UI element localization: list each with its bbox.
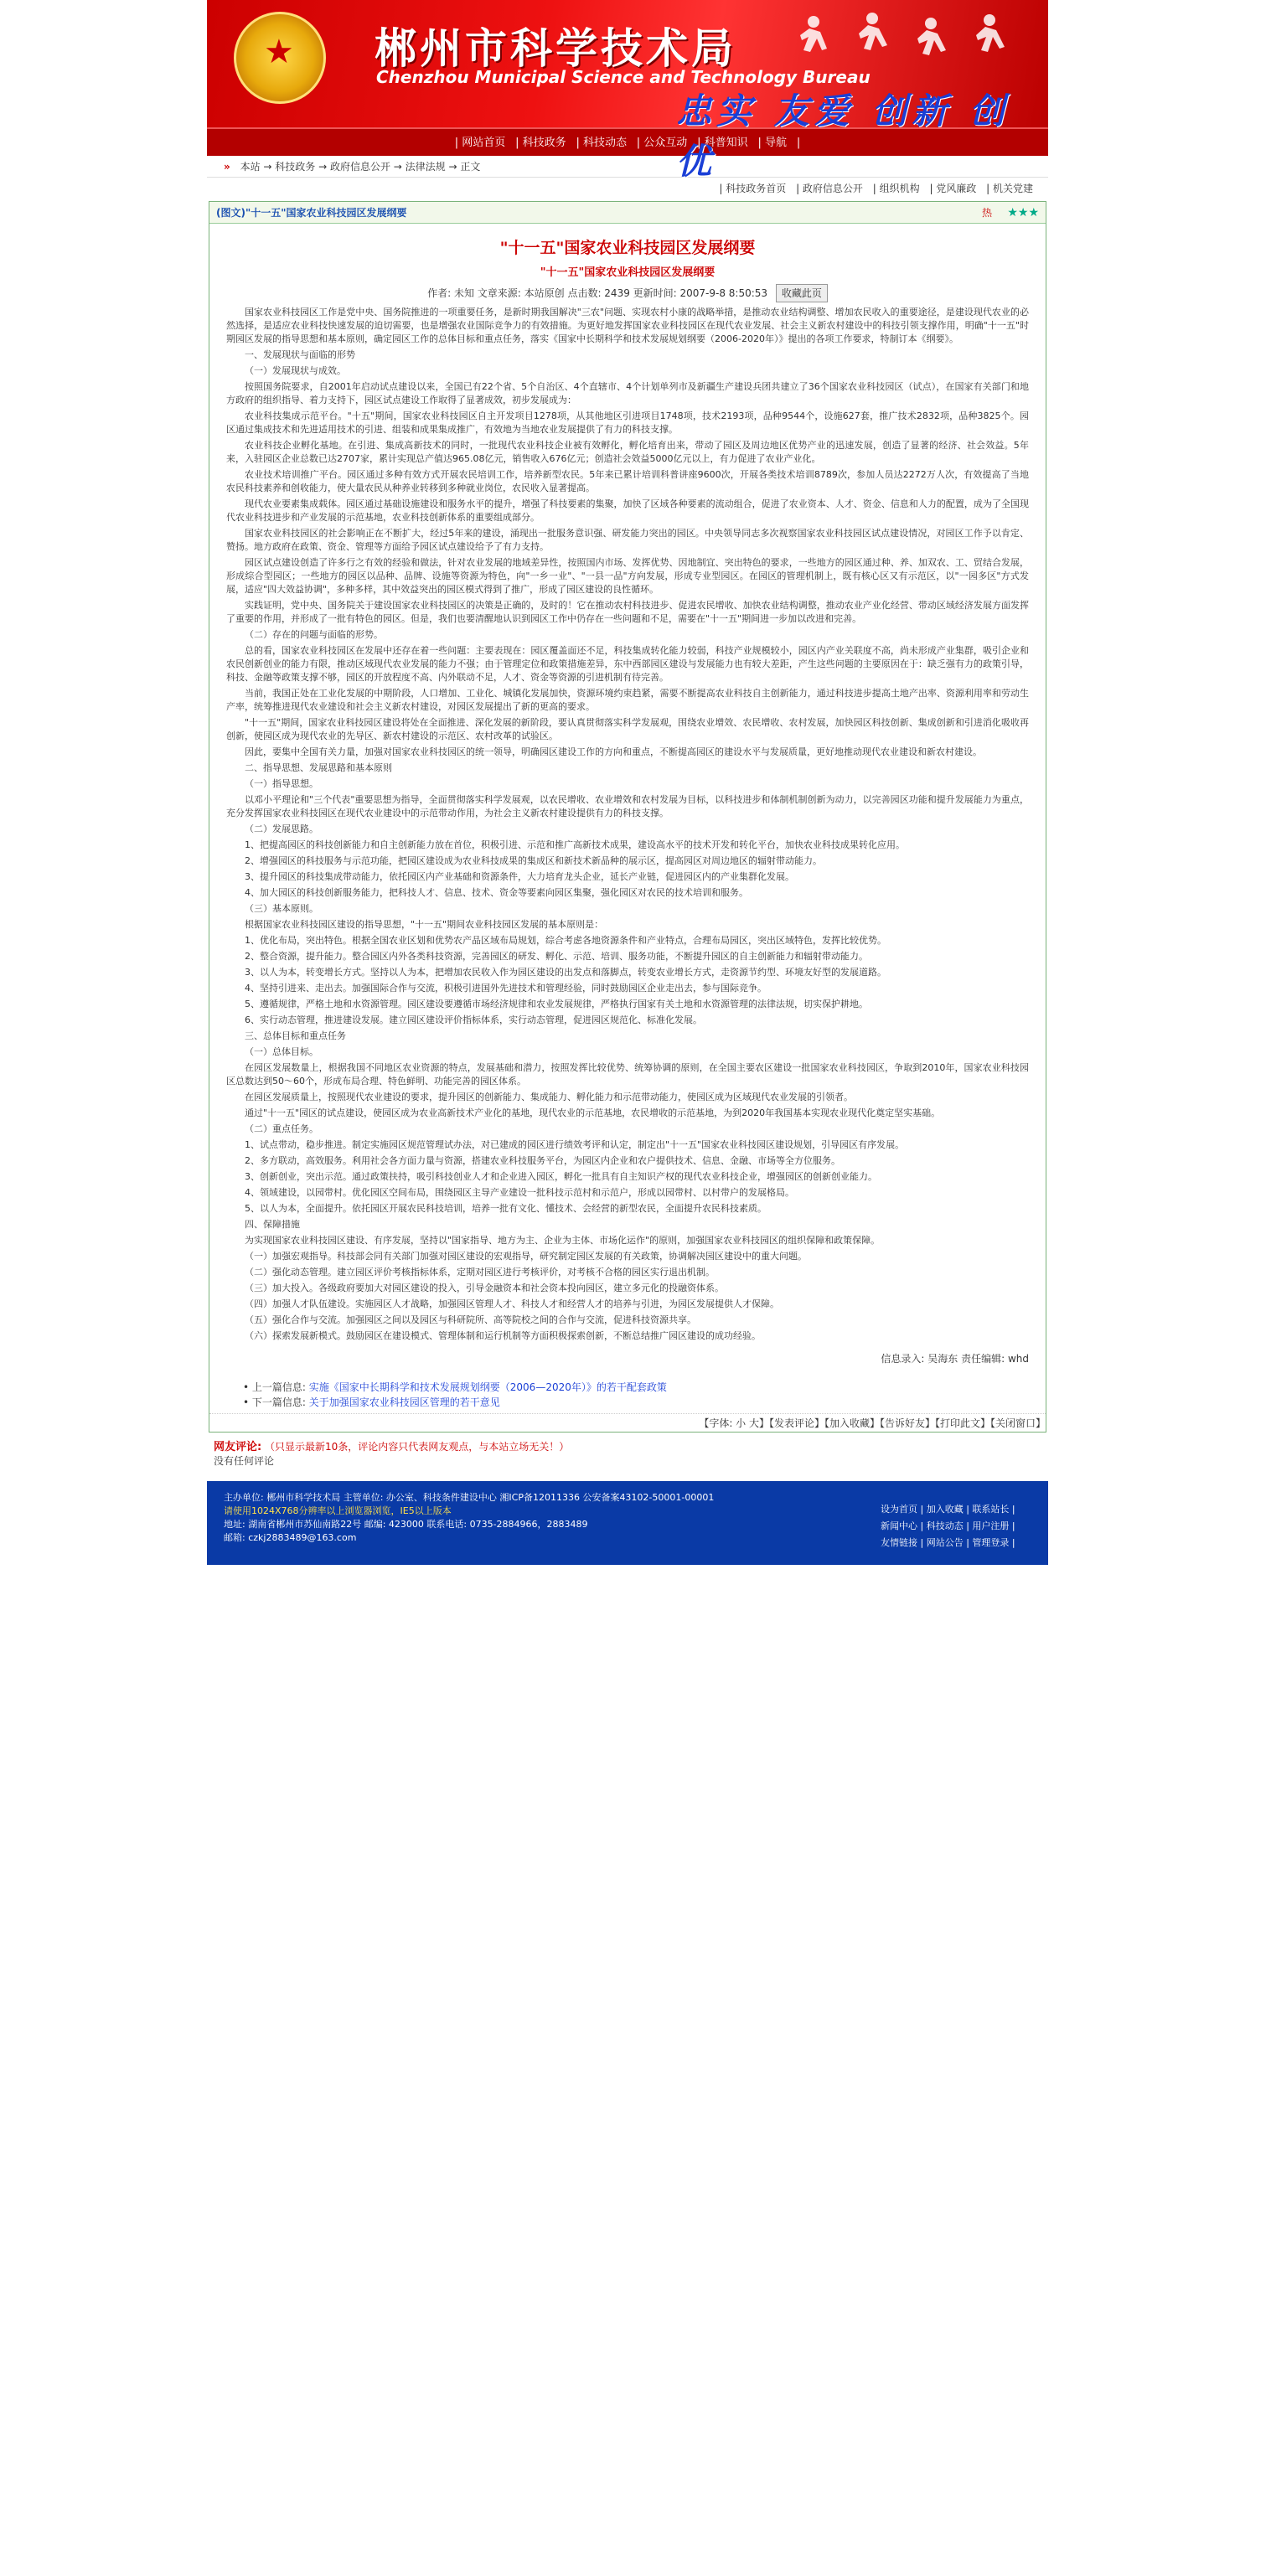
article-paragraph: "十一五"期间，国家农业科技园区建设将处在全面推进、深化发展的新阶段，要认真贯彻落实科学发展观，围绕农业增效、农民增收、农村发展，加快园区科技创新、集成创新和引进消化吸收再创新，使园区成为现代农业的先导区、新农村建设的示范区、农村改革的试验区。 <box>226 717 1029 741</box>
next-label: 下一篇信息: <box>251 1396 306 1408</box>
motto: 忠实 友爱 创新 创优 <box>676 90 1010 182</box>
article-meta-text: 作者: 未知 文章来源: 本站原创 点击数: 2439 更新时间: 2007-9-8 8:50:53 <box>427 287 768 299</box>
article-tools[interactable]: 【字体: 小 大】【发表评论】【加入收藏】【告诉好友】【打印此文】【关闭窗口】 <box>209 1413 1046 1432</box>
panel-header <box>209 202 1046 224</box>
hot-badge: 热 <box>981 207 992 219</box>
footer-links <box>881 1501 1023 1551</box>
comment-label: 网友评论: <box>214 1441 262 1453</box>
article-paragraph: 3、创新创业，突出示范。通过政策扶持，吸引科技创业人才和企业进入园区，孵化一批具有自主知识产权的现代农业科技企业，增强园区的创新创业能力。 <box>245 1171 877 1182</box>
comment-note: （只显示最新10条，评论内容只代表网友观点，与本站立场无关！） <box>265 1441 570 1453</box>
article-paragraph: 在园区发展质量上，按照现代农业建设的要求，提升园区的创新能力、集成能力、孵化能力和示范带动能力，使园区成为区域现代农业发展的引领者。 <box>245 1092 853 1102</box>
subnav-affairs-home[interactable]: | 科技政务首页 <box>719 183 787 194</box>
article-paragraph: 二、指导思想、发展思路和基本原则 <box>245 762 392 773</box>
article-paragraph: 4、加大园区的科技创新服务能力，把科技人才、信息、技术、资金等要素向园区集聚，强化园区对农民的技术培训和服务。 <box>245 887 748 898</box>
article-paragraph: 农业技术培训推广平台。园区通过多种有效方式开展农民培训工作，培养新型农民。5年来已累计培训科普讲座9600次，开展各类技术培训8789次，参加人员达2272万人次，有效提高了当地农民科技素养和创收能力，使大量农民从种养业转移到多种就业岗位，农民收入显著提高。 <box>226 469 1029 493</box>
article-paragraph: 按照国务院要求，自2001年启动试点建设以来，全国已有22个省、5个自治区、4个直辖市、4个计划单列市及新疆生产建设兵团共建立了36个国家农业科技园区（试点），在国家有关部门和地方政府的组织指导、着力支持下，园区试点建设工作取得了显著成效，初步发展成为： <box>226 381 1029 405</box>
article-paragraph: 现代农业要素集成载体。园区通过基础设施建设和服务水平的提升，增强了科技要素的集聚，加快了区域各种要素的流动组合，促进了农业资本、人才、资金、信息和人力的配置，成为了全国现代农业科技进步和产业发展的示范基地，农业科技创新体系的重要组成部分。 <box>226 498 1029 523</box>
prev-label: 上一篇信息: <box>251 1381 306 1393</box>
footer-links-row[interactable]: 友情链接 | 网站公告 | 管理登录 | <box>881 1537 1015 1548</box>
article-paragraph: 4、坚持引进来、走出去。加强国际合作与交流，积极引进国外先进技术和管理经验，同时鼓励园区企业走出去，参与国际竞争。 <box>245 983 767 994</box>
menu-item-navigation[interactable]: | 导航 <box>757 137 787 149</box>
footer-links-row[interactable]: 新闻中心 | 科技动态 | 用户注册 | <box>881 1520 1015 1531</box>
bookmark-button[interactable]: 收藏此页 <box>776 284 828 302</box>
article-paragraph: （六）探索发展新模式。鼓励园区在建设模式、管理体制和运行机制等方面积极探索创新，不断总结推广园区建设的成功经验。 <box>245 1330 761 1341</box>
article-paragraph: （五）强化合作与交流。加强园区之间以及园区与科研院所、高等院校之间的合作与交流，促进科技资源共享。 <box>245 1314 696 1325</box>
rating-stars-icon: ★★★ <box>1007 206 1039 219</box>
article-paragraph: 通过"十一五"园区的试点建设，使园区成为农业高新技术产业化的基地，现代农业的示范基地，农民增收的示范基地，为到2020年我国基本实现农业现代化奠定坚实基础。 <box>245 1107 941 1118</box>
article-paragraph: 一、发展现状与面临的形势 <box>245 349 355 360</box>
article-paragraph: 实践证明，党中央、国务院关于建设国家农业科技园区的决策是正确的，及时的！它在推动农村科技进步、促进农民增收、加快农业结构调整，推动农业产业化经营、带动区域经济发展方面发挥了重要的作用，并形成了一批有特色的园区。但是，我们也要清醒地认识到园区工作中仍存在一些问题和不足，需要在"十一五"期间进一步加以改进和完善。 <box>226 600 1029 624</box>
article-paragraph: （四）加强人才队伍建设。实施园区人才战略，加强园区管理人才、科技人才和经营人才的培养与引进，为园区发展提供人才保障。 <box>245 1298 779 1309</box>
double-arrow-icon: » <box>224 161 230 173</box>
menu-item-knowledge[interactable]: | 科普知识 <box>697 137 748 149</box>
article-paragraph: 2、整合资源，提升能力。整合园区内外各类科技资源，完善园区的研发、孵化、示范、培训、服务功能，不断提升园区的自主创新能力和辐射带动能力。 <box>245 951 868 962</box>
article-title: "十一五"国家农业科技园区发展纲要 <box>499 239 756 257</box>
article-paragraph: 国家农业科技园区工作是党中央、国务院推进的一项重要任务，是新时期我国解决"三农"问题、实现农村小康的战略举措，是推动农业结构调整、增加农民收入的重要途径，是建设现代农业的必然选择，是适应农业科技快速发展的迫切需要，也是增强农业国际竞争力的有效措施。为更好地发挥国家农业科技园区在现代农业发展、社会主义新农村建设中的科技引领支撑作用，明确"十一五"时期园区发展的指导思想和基本原则，确定园区工作的总体目标和重点任务，落实《国家中长期科学和技术发展规划纲要（2006-2020年）》提出的各项工作要求，特制订本《纲要》。 <box>226 307 1029 344</box>
article-paragraph: 在园区发展数量上，根据我国不同地区农业资源的特点，发展基础和潜力，按照发挥比较优势、统筹协调的原则，在全国主要农区建设一批国家农业科技园区，争取到2010年，国家农业科技园区总数达到50～60个，形成布局合理、特色鲜明、功能完善的园区体系。 <box>226 1062 1029 1087</box>
comment-section <box>207 1433 1048 1473</box>
article-subtitle: "十一五"国家农业科技园区发展纲要 <box>540 266 716 279</box>
article-paragraph: 根据国家农业科技园区建设的指导思想，"十一五"期间农业科技园区发展的基本原则是： <box>245 919 604 930</box>
menu-separator: | <box>796 137 801 149</box>
menu-item-news[interactable]: | 科技动态 <box>576 137 627 149</box>
article-paragraph: 因此，要集中全国有关力量，加强对国家农业科技园区的统一领导，明确园区建设工作的方向和重点，不断提高园区的建设水平与发展质量，更好地推动现代农业建设和新农村建设。 <box>245 746 982 757</box>
panel-title: (图文)"十一五"国家农业科技园区发展纲要 <box>216 207 407 219</box>
article-paragraph: 园区试点建设创造了许多行之有效的经验和做法，针对农业发展的地域差异性，按照国内市场、发挥优势、因地制宜、突出特色的要求，一些地方的园区通过种、养、加双农、工、贸结合发展，形成综合型园区；一些地方的园区以品种、品牌、设施等资源为特色，向"一乡一业"、"一县一品"方向发展，形成专业型园区。在园区的管理机制上，既有核心区又有示范区，以"一园多区"方式发展，适应"四大效益协调"，多种多样，其中效益突出的园区模式得到了推广，形成了园区建设的良性循环。 <box>226 557 1029 595</box>
subnav-organization[interactable]: | 组织机构 <box>872 183 920 194</box>
article-sign: 信息录入: 吴海东 责任编辑: whd <box>881 1353 1029 1365</box>
comment-empty: 没有任何评论 <box>214 1455 275 1467</box>
article-paragraph: 1、试点带动，稳步推进。制定实施园区规范管理试办法，对已建成的园区进行绩效考评和认定，制定出"十一五"国家农业科技园区建设规划，引导园区有序发展。 <box>245 1139 905 1150</box>
article-paragraph: 2、增强园区的科技服务与示范功能，把园区建设成为农业科技成果的集成区和新技术新品种的展示区，提高园区对周边地区的辐射带动能力。 <box>245 855 822 866</box>
next-article: • 下一篇信息: 关于加强国家农业科技园区管理的若干意见 <box>243 1396 500 1408</box>
article-paragraph: 5、以人为本，全面提升。依托园区开展农民科技培训，培养一批有文化、懂技术、会经营的新型农民，全面提升农民科技素质。 <box>245 1203 767 1214</box>
article-paragraph: （一）发展现状与成效。 <box>245 365 346 376</box>
article-paragraph: 以邓小平理论和"三个代表"重要思想为指导，全面贯彻落实科学发展观，以农民增收、农业增效和农村发展为目标，以科技进步和体制机制创新为动力，以完善园区功能和提升发展能力为重点，充分发挥国家农业科技园区在现代农业建设中的示范带动作用，为社会主义新农村建设提供有力的科技支撑。 <box>226 794 1029 818</box>
article-paragraph: 总的看，国家农业科技园区在发展中还存在着一些问题：主要表现在：园区覆盖面还不足，科技集成转化能力较弱，科技产业规模较小，园区内产业关联度不高，尚未形成产业集群，吸引企业和农民创新创业的能力有限，推动区域现代农业发展的能力不强；由于管理定位和政策措施差异，东中西部园区建设与发展能力也有较大差距，产生这些问题的主要原因在于：缺乏强有力的政策引导，科技、金融等政策支撑不够，园区的开放程度不高、内外联动不足，人才、资金等资源的引进机制有待完善。 <box>226 645 1029 683</box>
runners-silhouette-icon <box>780 7 1031 74</box>
article-paragraph: （三）基本原则。 <box>245 903 318 914</box>
breadcrumb-text[interactable]: 本站 → 科技政务 → 政府信息公开 → 法律法规 → 正文 <box>240 161 481 173</box>
footer-line-4: 邮箱: czkj2883489@163.com <box>224 1532 357 1543</box>
article-paragraph: 5、遵循规律，严格土地和水资源管理。园区建设要遵循市场经济规律和农业发展规律，严格执行国家有关土地和水资源管理的法律法规，切实保护耕地。 <box>245 999 868 1009</box>
subnav-integrity[interactable]: | 党风廉政 <box>929 183 977 194</box>
article-paragraph: 四、保障措施 <box>245 1219 300 1230</box>
article-paragraph: 4、领域建设，以园带村。优化园区空间布局，围绕园区主导产业建设一批科技示范村和示范户，形成以园带村、以村带户的发展格局。 <box>245 1187 794 1198</box>
prev-article: • 上一篇信息: 实施《国家中长期科学和技术发展规划纲要（2006—2020年）》的若干配套政策 <box>243 1381 667 1393</box>
menu-item-affairs[interactable]: | 科技政务 <box>515 137 566 149</box>
footer-line-2: 请使用1024X768分辨率以上浏览器浏览，IE5以上版本 <box>224 1505 452 1516</box>
article-paragraph: 国家农业科技园区的社会影响正在不断扩大，经过5年来的建设，涌现出一批服务意识强、研发能力突出的园区。中央领导同志多次视察国家农业科技园区试点建设情况，对园区工作予以肯定、赞扬。地方政府在政策、资金、管理等方面给予园区试点建设给予了有力支持。 <box>226 528 1029 552</box>
article-paragraph: （一）指导思想。 <box>245 778 318 789</box>
article <box>209 224 1046 1376</box>
site-title-cn: 郴州市科学技术局 <box>375 24 736 73</box>
article-paragraph: 6、实行动态管理，推进建设发展。建立园区建设评价指标体系，实行动态管理，促进园区规范化、标准化发展。 <box>245 1014 702 1025</box>
subnav-info-public[interactable]: | 政府信息公开 <box>796 183 863 194</box>
footer-links-row[interactable]: 设为首页 | 加入收藏 | 联系站长 | <box>881 1504 1015 1515</box>
article-meta <box>226 284 1029 301</box>
menu-item-home[interactable]: | 网站首页 <box>454 137 506 149</box>
subnav-party[interactable]: | 机关党建 <box>986 183 1033 194</box>
article-paragraph: 农业科技企业孵化基地。在引进、集成高新技术的同时，一批现代农业科技企业被有效孵化，孵化培育出来，带动了园区及周边地区优势产业的迅速发展，创造了显著的经济、社会效益。5年来，入驻园区企业总数已达2707家，累计实现总产值达965.08亿元，销售收入676亿元；创造社会效益5000亿元以上，有力促进了农业产业化。 <box>226 440 1029 464</box>
article-paragraph: （三）加大投入。各级政府要加大对园区建设的投入，引导金融资本和社会资本投向园区，建立多元化的投融资体系。 <box>245 1283 724 1293</box>
article-paragraph: （一）加强宏观指导。科技部会同有关部门加强对园区建设的宏观指导，研究制定园区发展的有关政策，协调解决园区建设中的重大问题。 <box>245 1251 807 1262</box>
page-wrapper <box>207 0 1048 1565</box>
article-paragraph: （二）重点任务。 <box>245 1123 318 1134</box>
next-article-link[interactable]: 关于加强国家农业科技园区管理的若干意见 <box>308 1396 500 1408</box>
article-paragraph: 2、多方联动，高效服务。利用社会各方面力量与资源，搭建农业科技服务平台，为园区内企业和农户提供技术、信息、金融、市场等全方位服务。 <box>245 1155 840 1166</box>
article-paragraph: 当前，我国正处在工业化发展的中期阶段，人口增加、工业化、城镇化发展加快，资源环境约束趋紧，需要不断提高农业科技自主创新能力，通过科技进步提高土地产出率、资源利用率和劳动生产率，统筹推进现代农业建设和社会主义新农村建设，对园区发展提出了新的更高的要求。 <box>226 688 1029 712</box>
site-title-en: Chenzhou Municipal Science and Technology Bureau <box>376 67 871 87</box>
article-body <box>226 306 1029 1343</box>
article-nav <box>209 1376 1046 1413</box>
article-paragraph: 为实现国家农业科技园区建设、有序发展，坚持以"国家指导、地方为主、企业为主体、市场化运作"的原则，加强国家农业科技园区的组织保障和政策保障。 <box>245 1235 881 1246</box>
article-paragraph: 3、以人为本，转变增长方式。坚持以人为本，把增加农民收入作为园区建设的出发点和落脚点，转变农业增长方式，走资源节约型、环境友好型的发展道路。 <box>245 967 886 978</box>
article-paragraph: 三、总体目标和重点任务 <box>245 1030 346 1041</box>
article-paragraph: （二）发展思路。 <box>245 823 318 834</box>
article-paragraph: （一）总体目标。 <box>245 1046 318 1057</box>
footer <box>207 1481 1048 1565</box>
article-paragraph: 1、把提高园区的科技创新能力和自主创新能力放在首位，积极引进、示范和推广高新技术成果，建设高水平的技术开发和转化平台，加快农业科技成果转化应用。 <box>245 839 905 850</box>
article-paragraph: （二）强化动态管理。建立园区评价考核指标体系，定期对园区进行考核评价，对考核不合格的园区实行退出机制。 <box>245 1267 715 1278</box>
article-paragraph: 1、优化布局，突出特色。根据全国农业区划和优势农产品区域布局规划，综合考虑各地资源条件和产业特点，合理布局园区，突出区域特色，发挥比较优势。 <box>245 935 886 946</box>
national-emblem-icon <box>234 12 326 104</box>
article-paragraph: （二）存在的问题与面临的形势。 <box>245 629 383 640</box>
footer-line-1: 主办单位: 郴州市科学技术局 主管单位: 办公室、科技条件建设中心 湘ICP备12011336 公安备案43102-50001-00001 <box>224 1492 715 1503</box>
article-panel <box>209 201 1046 1433</box>
article-paragraph: 3、提升园区的科技集成带动能力，依托园区内产业基础和资源条件，大力培育龙头企业，延长产业链，促进园区内的产业集群化发展。 <box>245 871 794 882</box>
article-paragraph: 农业科技集成示范平台。"十五"期间，国家农业科技园区自主开发项目1278项，从其他地区引进项目1748项，技术2193项，品种9544个，设施627套，推广技术2832项，品种3825个。园区通过集成技术和先进适用技术的引进、组装和成果集成推广，有效地为当地农业发展提供了有力的科技支撑。 <box>226 410 1029 435</box>
menu-item-interaction[interactable]: | 公众互动 <box>636 137 688 149</box>
prev-article-link[interactable]: 实施《国家中长期科学和技术发展规划纲要（2006—2020年）》的若干配套政策 <box>308 1381 667 1393</box>
footer-line-3: 地址: 湖南省郴州市苏仙南路22号 邮编: 423000 联系电话: 0735-2884966，2883489 <box>224 1519 588 1530</box>
